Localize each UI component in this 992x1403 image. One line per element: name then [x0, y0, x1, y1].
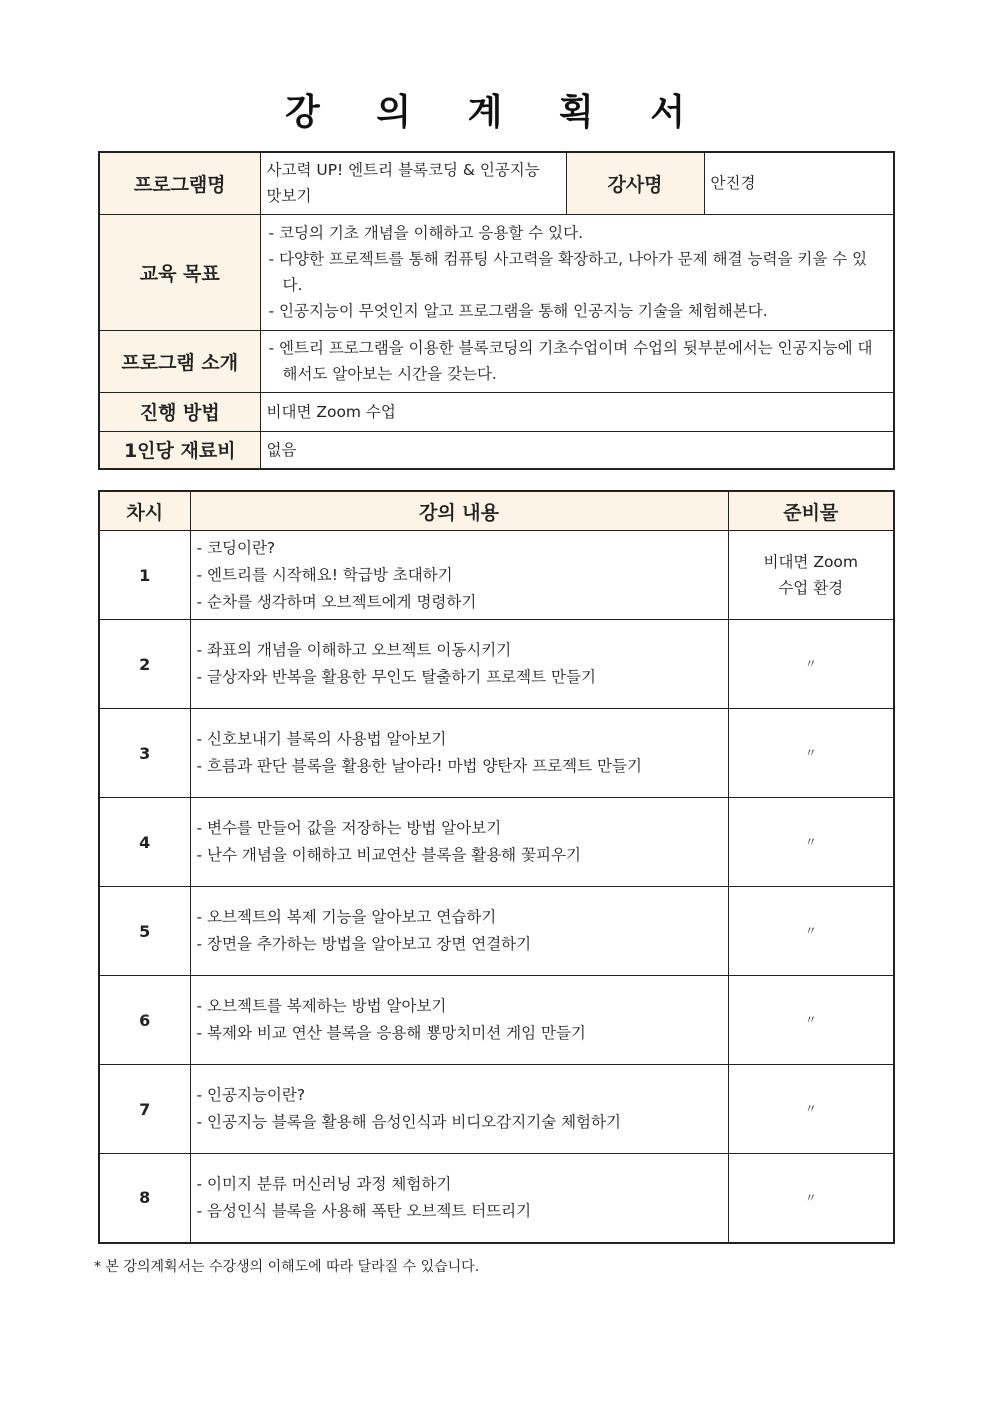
content-item: - 장면을 추가하는 방법을 알아보고 장면 연결하기 [196, 935, 532, 953]
content-item: - 코딩이란? [196, 538, 276, 557]
header-materials: 준비물 [728, 491, 894, 531]
session-number: 3 [99, 709, 190, 798]
session-number: 2 [99, 620, 190, 709]
session-content [190, 798, 728, 887]
table-row [99, 1065, 894, 1154]
materials-line: 비대면 Zoom [763, 553, 859, 571]
header-session: 차시 [99, 491, 190, 531]
content-item: - 좌표의 개념을 이해하고 오브젝트 이동시키기 [196, 641, 512, 659]
content-item: - 인공지능이란? [196, 1086, 306, 1104]
session-content [190, 1065, 728, 1154]
session-number: 8 [99, 1154, 190, 1243]
intro-label: 프로그램 소개 [99, 330, 260, 392]
session-materials [728, 887, 894, 976]
ditto-mark: 〃 [804, 657, 817, 671]
method-label: 진행 방법 [99, 392, 260, 431]
content-item: - 음성인식 블록을 사용해 폭탄 오브젝트 터뜨리기 [196, 1201, 532, 1220]
session-number: 1 [99, 531, 190, 620]
content-item: - 인공지능 블록을 활용해 음성인식과 비디오감지기술 체험하기 [196, 1113, 621, 1131]
session-materials [728, 1154, 894, 1243]
table-row [99, 1154, 894, 1243]
schedule-table [98, 490, 895, 1244]
instructor-value: 안진경 [704, 152, 894, 214]
session-materials [728, 1065, 894, 1154]
ditto-mark: 〃 [804, 835, 817, 849]
goals-label: 교육 목표 [99, 214, 260, 330]
session-materials [728, 976, 894, 1065]
header-content: 강의 내용 [190, 491, 728, 531]
content-item: - 복제와 비교 연산 블록을 응용해 뿅망치미션 게임 만들기 [196, 1024, 586, 1042]
program-name-value: 사고력 UP! 엔트리 블록코딩 & 인공지능 맛보기 [260, 152, 566, 214]
content-item: - 오브젝트의 복제 기능을 알아보고 연습하기 [196, 908, 497, 926]
session-number: 4 [99, 798, 190, 887]
table-row [99, 620, 894, 709]
fee-label: 1인당 재료비 [99, 431, 260, 469]
page-title: 강 의 계 획 서 [284, 92, 707, 133]
ditto-mark: 〃 [804, 1102, 817, 1116]
ditto-mark: 〃 [804, 1013, 817, 1027]
session-content [190, 1154, 728, 1243]
session-materials [728, 620, 894, 709]
intro-value: - 엔트리 프로그램을 이용한 블록코딩의 기초수업이며 수업의 뒷부분에서는 인공지능에 대해서도 알아보는 시간을 갖는다. [260, 330, 894, 392]
ditto-mark: 〃 [804, 1190, 817, 1205]
table-row [99, 887, 894, 976]
program-name-label: 프로그램명 [99, 152, 260, 214]
goals-value [260, 214, 894, 330]
program-info-table [98, 151, 895, 470]
session-materials [728, 531, 894, 620]
session-materials [728, 709, 894, 798]
method-value: 비대면 Zoom 수업 [260, 392, 894, 431]
session-content [190, 531, 728, 620]
content-item: - 흐름과 판단 블록을 활용한 날아라! 마법 양탄자 프로젝트 만들기 [196, 757, 642, 775]
session-materials [728, 798, 894, 887]
content-item: - 엔트리를 시작해요! 학급방 초대하기 [196, 565, 453, 584]
fee-value: 없음 [260, 431, 894, 469]
table-row [99, 976, 894, 1065]
ditto-mark: 〃 [804, 924, 817, 938]
session-number: 5 [99, 887, 190, 976]
session-content [190, 620, 728, 709]
goal-item: - 다양한 프로젝트를 통해 컴퓨팅 사고력을 확장하고, 나아가 문제 해결 능력을 키울 수 있다. [268, 250, 868, 294]
content-item: - 이미지 분류 머신러닝 과정 체험하기 [196, 1174, 452, 1193]
materials-line: 수업 환경 [778, 579, 844, 597]
goal-item: - 코딩의 기초 개념을 이해하고 응용할 수 있다. [268, 224, 584, 242]
session-content [190, 709, 728, 798]
instructor-label: 강사명 [566, 152, 704, 214]
content-item: - 신호보내기 블록의 사용법 알아보기 [196, 730, 447, 748]
session-number: 6 [99, 976, 190, 1065]
content-item: - 글상자와 반복을 활용한 무인도 탈출하기 프로젝트 만들기 [196, 668, 596, 686]
content-item: - 오브젝트를 복제하는 방법 알아보기 [196, 997, 447, 1015]
session-content [190, 887, 728, 976]
content-item: - 변수를 만들어 값을 저장하는 방법 알아보기 [196, 819, 502, 837]
content-item: - 순차를 생각하며 오브젝트에게 명령하기 [196, 592, 477, 611]
table-row [99, 798, 894, 887]
goal-item: - 인공지능이 무엇인지 알고 프로그램을 통해 인공지능 기술을 체험해본다. [268, 302, 768, 320]
footnote: * 본 강의계획서는 수강생의 이해도에 따라 달라질 수 있습니다. [94, 1259, 480, 1275]
table-row [99, 709, 894, 798]
table-row [99, 531, 894, 620]
session-content [190, 976, 728, 1065]
content-item: - 난수 개념을 이해하고 비교연산 블록을 활용해 꽃피우기 [196, 846, 581, 864]
ditto-mark: 〃 [804, 746, 817, 760]
session-number: 7 [99, 1065, 190, 1154]
